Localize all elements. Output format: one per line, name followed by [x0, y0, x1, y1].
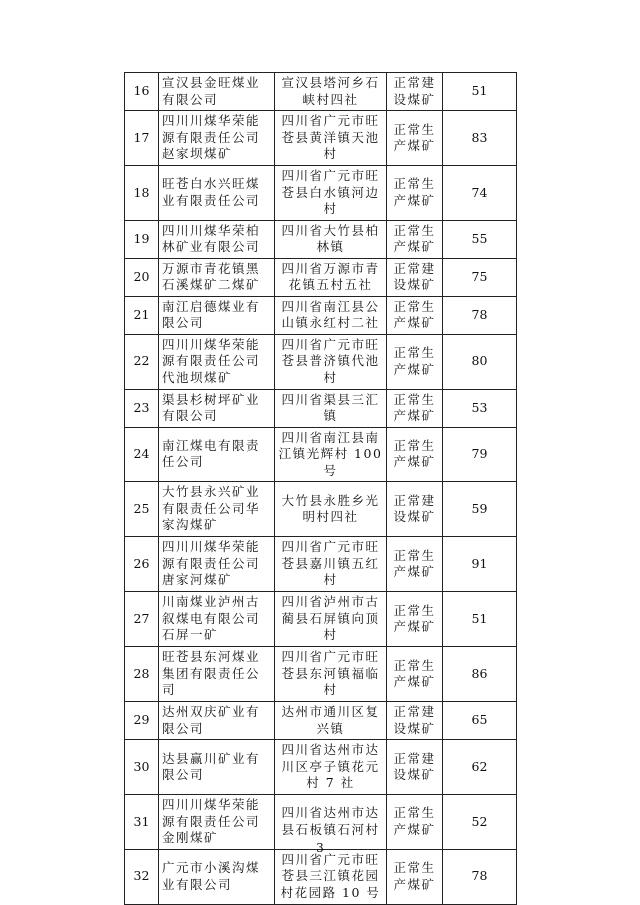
address: 达州市通川区复兴镇	[275, 702, 387, 740]
address: 四川省大竹县柏林镇	[275, 220, 387, 258]
score: 62	[443, 740, 517, 795]
status: 正常建设煤矿	[387, 482, 443, 537]
company-name: 南江煤电有限责任公司	[159, 427, 275, 482]
company-name: 渠县杉树坪矿业有限公司	[159, 389, 275, 427]
score: 91	[443, 537, 517, 592]
score: 83	[443, 111, 517, 166]
row-number: 20	[125, 258, 159, 296]
table-row	[125, 592, 517, 647]
company-name: 四川川煤华荣能源有限责任公司唐家河煤矿	[159, 537, 275, 592]
status: 正常生产煤矿	[387, 166, 443, 221]
score: 65	[443, 702, 517, 740]
score: 75	[443, 258, 517, 296]
status: 正常生产煤矿	[387, 647, 443, 702]
row-number: 25	[125, 482, 159, 537]
score: 51	[443, 73, 517, 111]
row-number: 23	[125, 389, 159, 427]
status: 正常生产煤矿	[387, 537, 443, 592]
company-name: 宣汉县金旺煤业有限公司	[159, 73, 275, 111]
row-number: 21	[125, 296, 159, 334]
company-name: 达州双庆矿业有限公司	[159, 702, 275, 740]
row-number: 18	[125, 166, 159, 221]
table-row	[125, 740, 517, 795]
address: 四川省渠县三汇镇	[275, 389, 387, 427]
score: 74	[443, 166, 517, 221]
table-row	[125, 258, 517, 296]
table-row	[125, 334, 517, 389]
table-row	[125, 702, 517, 740]
address: 四川省南江县南江镇光辉村 100 号	[275, 427, 387, 482]
status: 正常生产煤矿	[387, 296, 443, 334]
company-name: 达县赢川矿业有限公司	[159, 740, 275, 795]
company-name: 旺苍县东河煤业集团有限责任公司	[159, 647, 275, 702]
company-name: 四川川煤华荣能源有限责任公司赵家坝煤矿	[159, 111, 275, 166]
status: 正常生产煤矿	[387, 111, 443, 166]
coal-mine-table	[124, 72, 517, 905]
row-number: 19	[125, 220, 159, 258]
status: 正常建设煤矿	[387, 73, 443, 111]
company-name: 旺苍白水兴旺煤业有限责任公司	[159, 166, 275, 221]
status: 正常生产煤矿	[387, 389, 443, 427]
status: 正常生产煤矿	[387, 849, 443, 904]
score: 53	[443, 389, 517, 427]
company-name: 南江启德煤业有限公司	[159, 296, 275, 334]
status: 正常建设煤矿	[387, 258, 443, 296]
table-row	[125, 482, 517, 537]
table-row	[125, 647, 517, 702]
table-row	[125, 389, 517, 427]
address: 大竹县永胜乡光明村四社	[275, 482, 387, 537]
row-number: 31	[125, 795, 159, 850]
score: 80	[443, 334, 517, 389]
row-number: 24	[125, 427, 159, 482]
row-number: 17	[125, 111, 159, 166]
row-number: 28	[125, 647, 159, 702]
table-body	[125, 73, 517, 905]
address: 四川省广元市旺苍县黄洋镇天池村	[275, 111, 387, 166]
row-number: 32	[125, 849, 159, 904]
score: 52	[443, 795, 517, 850]
address: 四川省广元市旺苍县普济镇代池村	[275, 334, 387, 389]
company-name: 广元市小溪沟煤业有限公司	[159, 849, 275, 904]
score: 55	[443, 220, 517, 258]
status: 正常生产煤矿	[387, 592, 443, 647]
row-number: 27	[125, 592, 159, 647]
score: 86	[443, 647, 517, 702]
table-row	[125, 296, 517, 334]
table-row	[125, 537, 517, 592]
score: 59	[443, 482, 517, 537]
score: 51	[443, 592, 517, 647]
address: 四川省广元市旺苍县白水镇河边村	[275, 166, 387, 221]
table-row	[125, 849, 517, 904]
address: 四川省南江县公山镇永红村二社	[275, 296, 387, 334]
company-name: 四川川煤华荣能源有限责任公司代池坝煤矿	[159, 334, 275, 389]
table-row	[125, 73, 517, 111]
address: 四川省达州市达县石板镇石河村	[275, 795, 387, 850]
row-number: 29	[125, 702, 159, 740]
score: 78	[443, 849, 517, 904]
address: 四川省广元市旺苍县三江镇花园村花园路 10 号	[275, 849, 387, 904]
status: 正常生产煤矿	[387, 334, 443, 389]
address: 四川省万源市青花镇五村五社	[275, 258, 387, 296]
page-number: 3	[316, 841, 324, 855]
score: 79	[443, 427, 517, 482]
address: 四川省泸州市古蔺县石屏镇向顶村	[275, 592, 387, 647]
status: 正常建设煤矿	[387, 702, 443, 740]
row-number: 26	[125, 537, 159, 592]
company-name: 川南煤业泸州古叙煤电有限公司石屏一矿	[159, 592, 275, 647]
status: 正常生产煤矿	[387, 795, 443, 850]
row-number: 30	[125, 740, 159, 795]
company-name: 四川川煤华荣能源有限责任公司金刚煤矿	[159, 795, 275, 850]
status: 正常建设煤矿	[387, 740, 443, 795]
address: 四川省广元市旺苍县东河镇福临村	[275, 647, 387, 702]
row-number: 16	[125, 73, 159, 111]
table-row	[125, 111, 517, 166]
table-row	[125, 166, 517, 221]
row-number: 22	[125, 334, 159, 389]
address: 宣汉县塔河乡石峡村四社	[275, 73, 387, 111]
address: 四川省广元市旺苍县嘉川镇五红村	[275, 537, 387, 592]
status: 正常生产煤矿	[387, 220, 443, 258]
address: 四川省达州市达川区亭子镇花元村 7 社	[275, 740, 387, 795]
status: 正常生产煤矿	[387, 427, 443, 482]
company-name: 万源市青花镇黑石溪煤矿二煤矿	[159, 258, 275, 296]
table-row	[125, 427, 517, 482]
score: 78	[443, 296, 517, 334]
company-name: 四川川煤华荣柏林矿业有限公司	[159, 220, 275, 258]
table-row	[125, 220, 517, 258]
company-name: 大竹县永兴矿业有限责任公司华家沟煤矿	[159, 482, 275, 537]
